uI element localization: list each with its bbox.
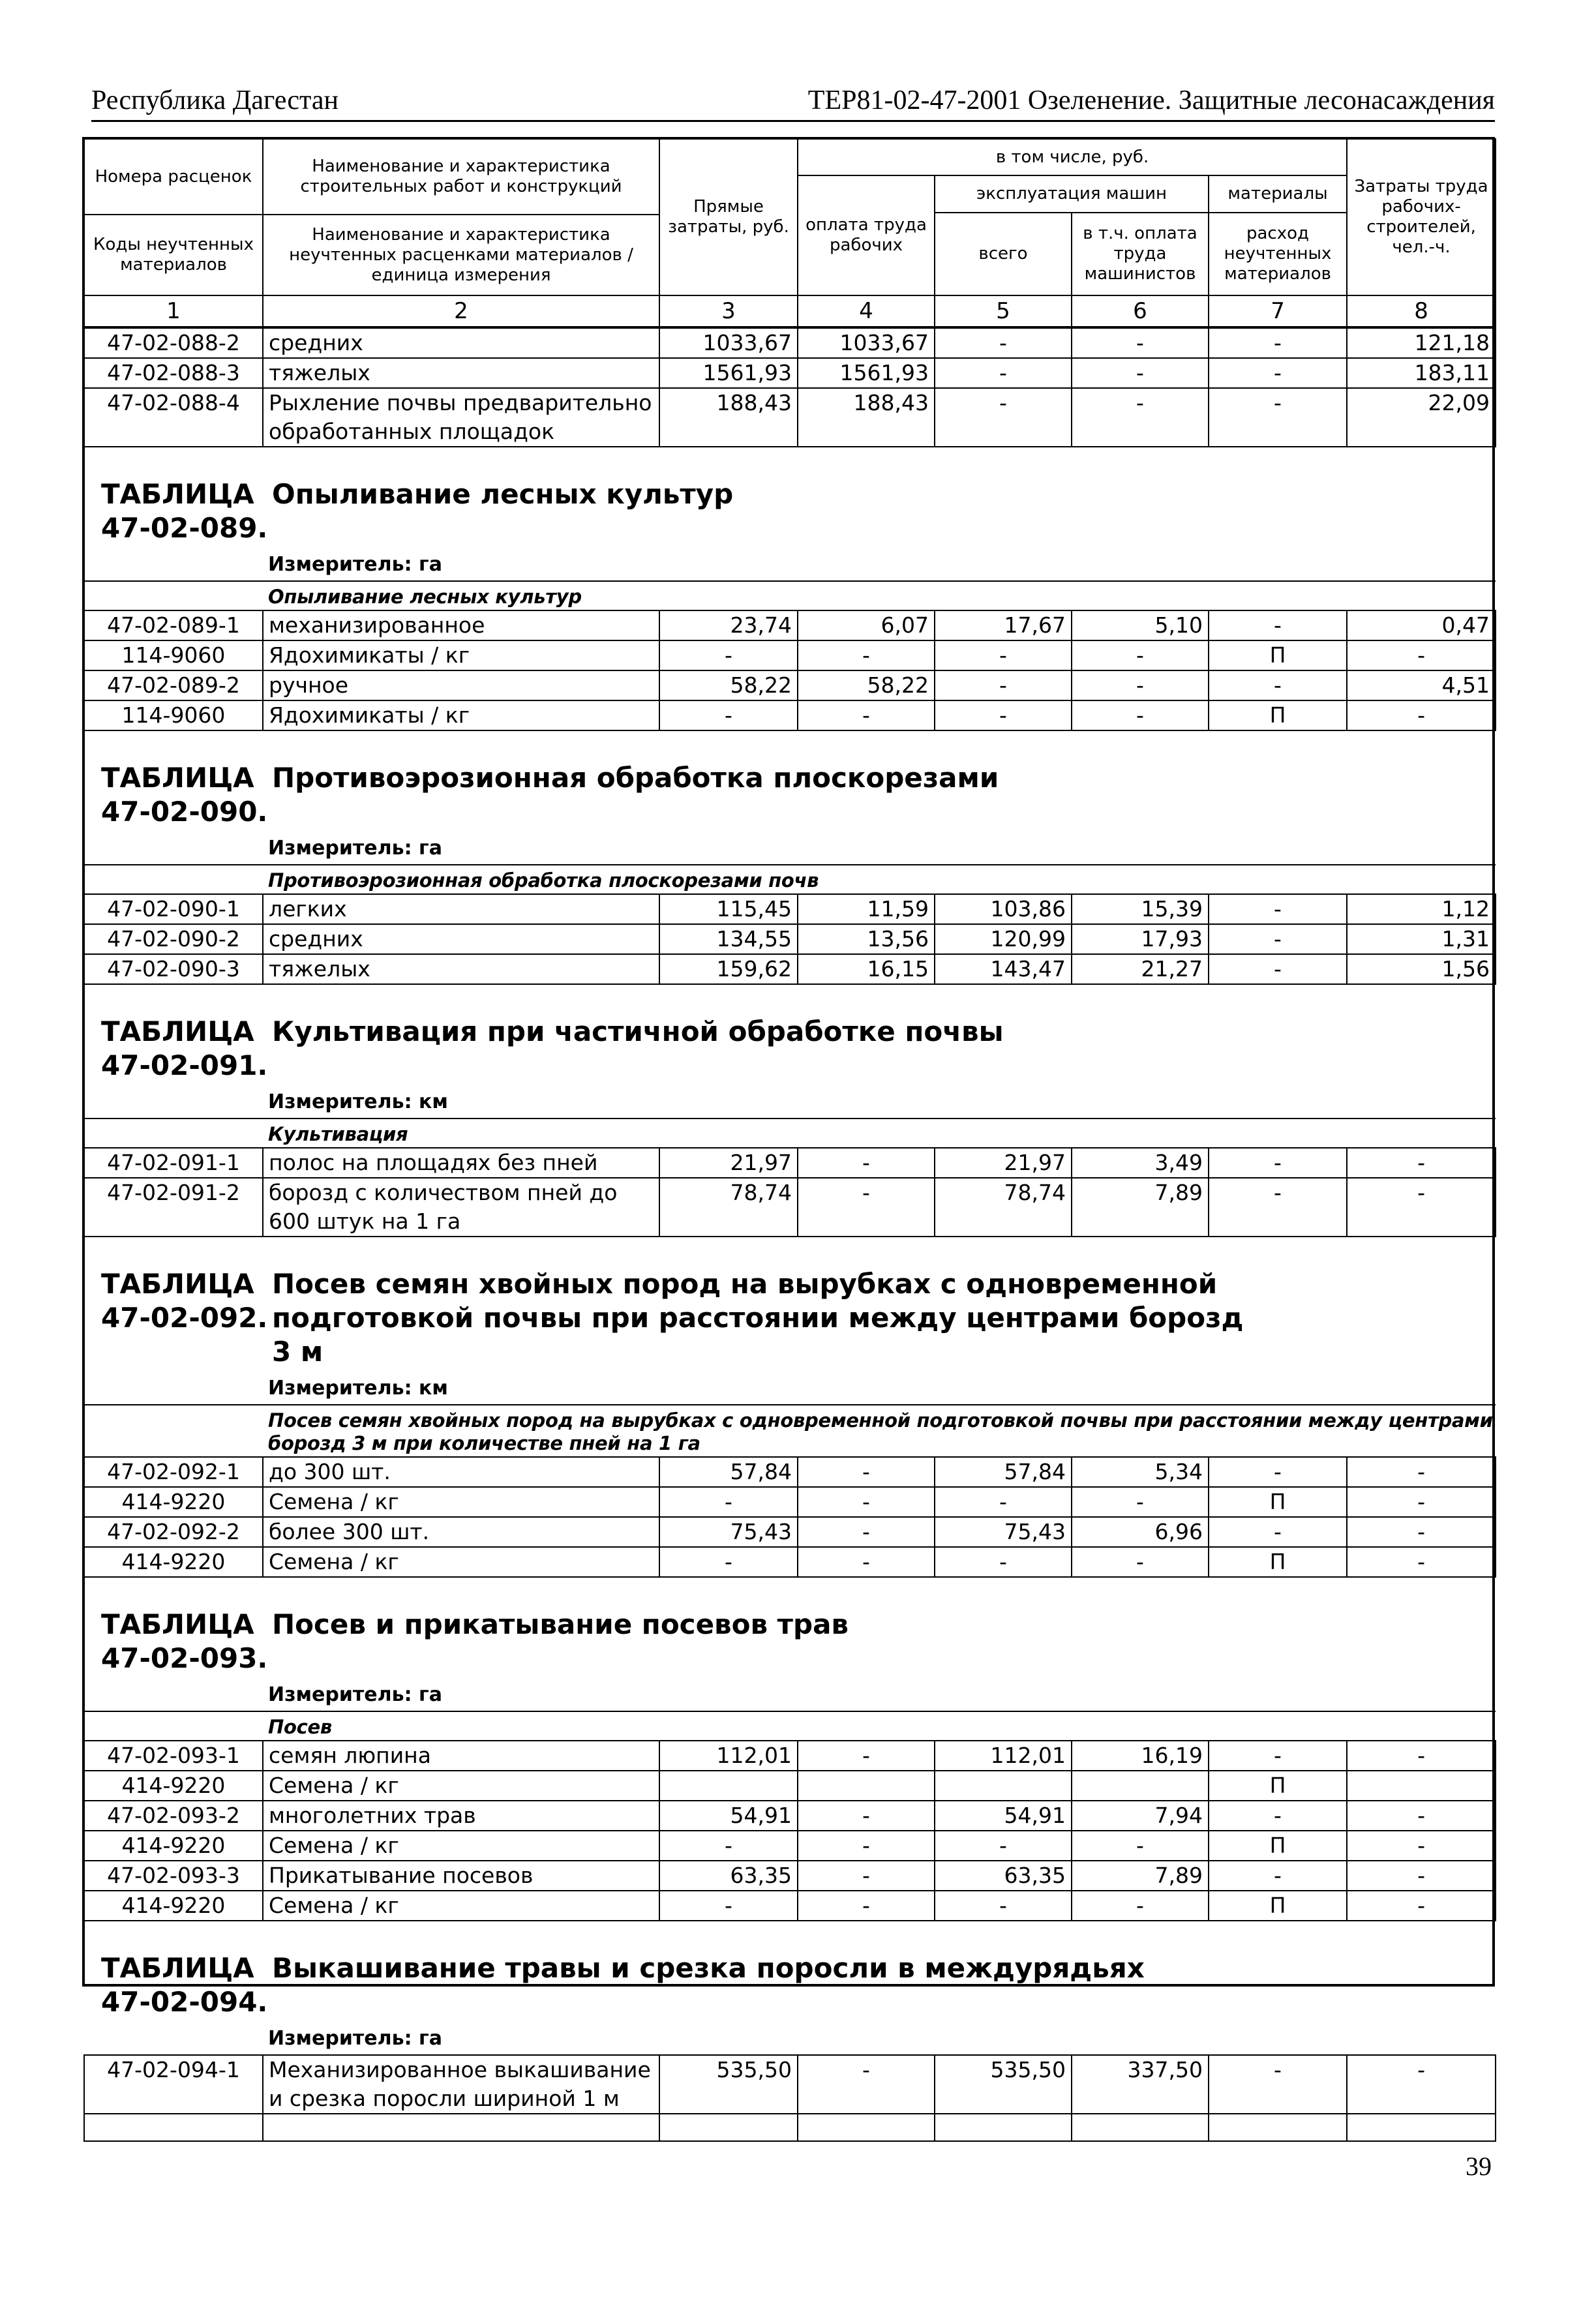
value-c3: 54,91 xyxy=(659,1801,798,1831)
value-c3: - xyxy=(659,1547,798,1577)
rate-code: 114-9060 xyxy=(84,700,263,730)
table-row xyxy=(84,2055,1496,2114)
value-c6: - xyxy=(1072,670,1209,700)
value-c4: - xyxy=(798,1517,935,1547)
value-c3: 63,35 xyxy=(659,1861,798,1891)
table-title-text: Посев и прикатывание посевов трав xyxy=(272,1608,849,1640)
rate-code: 414-9220 xyxy=(84,1771,263,1801)
value-c3: 23,74 xyxy=(659,610,798,640)
header-document-title: ТЕР81-02-47-2001 Озеленение. Защитные лесонасаждения xyxy=(807,85,1495,115)
value-c4: 16,15 xyxy=(798,954,935,984)
value-c5 xyxy=(935,1771,1072,1801)
value-c8: - xyxy=(1347,1547,1496,1577)
value-c7: П xyxy=(1209,1771,1347,1801)
value-c4: 1561,93 xyxy=(798,358,935,388)
rate-code: 114-9060 xyxy=(84,640,263,670)
table-row xyxy=(84,894,1496,924)
value-c7: П xyxy=(1209,700,1347,730)
value-c3: 115,45 xyxy=(659,894,798,924)
rate-code: 47-02-094-1 xyxy=(84,2055,263,2114)
value-c6: 7,94 xyxy=(1072,1801,1209,1831)
value-c4: - xyxy=(798,700,935,730)
rate-code: 414-9220 xyxy=(84,1487,263,1517)
rate-name: Семена / кг xyxy=(263,1487,659,1517)
measure-unit: Измеритель: га xyxy=(84,545,1496,581)
value-c6: - xyxy=(1072,1487,1209,1517)
rate-name: Рыхление почвы предварительно обработанных площадок xyxy=(263,388,659,447)
rate-code: 47-02-090-3 xyxy=(84,954,263,984)
col-workers-labor: Затраты труда рабочих-строителей, чел.-ч. xyxy=(1347,139,1496,295)
table-row xyxy=(84,924,1496,954)
rate-name: Ядохимикаты / кг xyxy=(263,640,659,670)
table-label: ТАБЛИЦА 47-02-090. xyxy=(101,762,268,828)
measure-unit: Измеритель: км xyxy=(84,1083,1496,1118)
value-c4: - xyxy=(798,1178,935,1237)
rate-name: более 300 шт. xyxy=(263,1517,659,1547)
measure-unit: Измеритель: км xyxy=(84,1369,1496,1405)
value-c5: - xyxy=(935,327,1072,358)
value-c4: - xyxy=(798,640,935,670)
value-c3: 58,22 xyxy=(659,670,798,700)
value-c5: - xyxy=(935,1487,1072,1517)
table-title-text: Противоэрозионная обработка плоскорезами xyxy=(272,762,999,794)
value-c6: - xyxy=(1072,388,1209,447)
value-c3: 1561,93 xyxy=(659,358,798,388)
rate-code: 47-02-089-2 xyxy=(84,670,263,700)
rate-name: механизированное xyxy=(263,610,659,640)
section-heading xyxy=(84,581,1496,610)
table-title xyxy=(84,1593,1496,1675)
value-c7: - xyxy=(1209,610,1347,640)
rate-code: 47-02-088-4 xyxy=(84,388,263,447)
value-c7: - xyxy=(1209,924,1347,954)
value-c8: 22,09 xyxy=(1347,388,1496,447)
table-label: ТАБЛИЦА 47-02-094. xyxy=(101,1952,268,2018)
value-c8: - xyxy=(1347,1741,1496,1771)
value-c4: - xyxy=(798,1457,935,1487)
value-c8: - xyxy=(1347,1457,1496,1487)
value-c5: 17,67 xyxy=(935,610,1072,640)
table-row xyxy=(84,327,1496,358)
rate-code: 414-9220 xyxy=(84,1547,263,1577)
value-c7: П xyxy=(1209,1487,1347,1517)
value-c6: - xyxy=(1072,327,1209,358)
value-c4: - xyxy=(798,2055,935,2114)
value-c6: 3,49 xyxy=(1072,1148,1209,1178)
value-c4: - xyxy=(798,1801,935,1831)
value-c3: 78,74 xyxy=(659,1178,798,1237)
table-row xyxy=(84,1148,1496,1178)
table-row xyxy=(84,670,1496,700)
value-c3: 1033,67 xyxy=(659,327,798,358)
value-c8: 121,18 xyxy=(1347,327,1496,358)
value-c3: 134,55 xyxy=(659,924,798,954)
value-c8: 1,56 xyxy=(1347,954,1496,984)
value-c3: 21,97 xyxy=(659,1148,798,1178)
col-machines: эксплуатация машин xyxy=(935,175,1209,213)
value-c3: - xyxy=(659,640,798,670)
value-c7: - xyxy=(1209,1148,1347,1178)
value-c8: 1,31 xyxy=(1347,924,1496,954)
value-c8: - xyxy=(1347,1487,1496,1517)
rate-code: 47-02-090-2 xyxy=(84,924,263,954)
table-row xyxy=(84,1801,1496,1831)
section-heading-text: Посев xyxy=(268,1716,332,1738)
value-c6: 17,93 xyxy=(1072,924,1209,954)
table-row xyxy=(84,1487,1496,1517)
col-materials: материалы xyxy=(1209,175,1347,213)
value-c7: - xyxy=(1209,670,1347,700)
table-row xyxy=(84,1771,1496,1801)
value-c5: 75,43 xyxy=(935,1517,1072,1547)
col-materials-unaccounted: расход неучтенных материалов xyxy=(1209,213,1347,296)
col-machines-total: всего xyxy=(935,213,1072,296)
rate-name: до 300 шт. xyxy=(263,1457,659,1487)
value-c7: - xyxy=(1209,327,1347,358)
table-title-text: Культивация при частичной обработке почвы xyxy=(272,1015,1004,1047)
value-c6: 15,39 xyxy=(1072,894,1209,924)
value-c7: - xyxy=(1209,1741,1347,1771)
value-c5: 78,74 xyxy=(935,1178,1072,1237)
value-c5: 103,86 xyxy=(935,894,1072,924)
measure-unit: Измеритель: га xyxy=(84,829,1496,865)
value-c3: 112,01 xyxy=(659,1741,798,1771)
value-c8: - xyxy=(1347,1861,1496,1891)
value-c7: - xyxy=(1209,1801,1347,1831)
value-c3: - xyxy=(659,700,798,730)
value-c4: - xyxy=(798,1148,935,1178)
value-c7: П xyxy=(1209,640,1347,670)
value-c3: - xyxy=(659,1831,798,1861)
rate-name: средних xyxy=(263,924,659,954)
col-rates-name: Наименование и характеристика строительных работ и конструкций xyxy=(263,139,659,214)
value-c8: - xyxy=(1347,700,1496,730)
rate-name: полос на площадях без пней xyxy=(263,1148,659,1178)
column-numbers-row: 1 2 3 4 5 6 7 8 xyxy=(84,295,1496,327)
table-row xyxy=(84,1457,1496,1487)
value-c6: 5,34 xyxy=(1072,1457,1209,1487)
value-c5: - xyxy=(935,388,1072,447)
value-c6: 21,27 xyxy=(1072,954,1209,984)
rate-name: семян люпина xyxy=(263,1741,659,1771)
table-title-text: Опыливание лесных культур xyxy=(272,478,734,510)
value-c7: - xyxy=(1209,954,1347,984)
value-c4: 11,59 xyxy=(798,894,935,924)
table-title-text: Выкашивание травы и срезка поросли в междурядьях xyxy=(272,1952,1145,1984)
rate-name: легких xyxy=(263,894,659,924)
value-c7: П xyxy=(1209,1547,1347,1577)
value-c8: - xyxy=(1347,1148,1496,1178)
value-c3: - xyxy=(659,1487,798,1517)
rate-name: тяжелых xyxy=(263,954,659,984)
page-number: 39 xyxy=(1466,2152,1492,2181)
value-c7: - xyxy=(1209,1178,1347,1237)
col-direct-costs: Прямые затраты, руб. xyxy=(659,139,798,295)
value-c8: - xyxy=(1347,1831,1496,1861)
value-c8: - xyxy=(1347,1178,1496,1237)
rate-code: 47-02-088-2 xyxy=(84,327,263,358)
value-c7: - xyxy=(1209,1457,1347,1487)
value-c5: - xyxy=(935,640,1072,670)
rate-code: 47-02-093-3 xyxy=(84,1861,263,1891)
value-c6: - xyxy=(1072,640,1209,670)
value-c5: 21,97 xyxy=(935,1148,1072,1178)
section-heading-text: Опыливание лесных культур xyxy=(268,586,582,608)
rate-name: тяжелых xyxy=(263,358,659,388)
header-row-1 xyxy=(84,139,1496,175)
value-c3: 159,62 xyxy=(659,954,798,984)
rate-name: средних xyxy=(263,327,659,358)
value-c8: - xyxy=(1347,2055,1496,2114)
table-title xyxy=(84,1937,1496,2019)
rate-code: 47-02-089-1 xyxy=(84,610,263,640)
value-c6 xyxy=(1072,1771,1209,1801)
section-heading-text: Культивация xyxy=(268,1123,408,1145)
value-c4: - xyxy=(798,1861,935,1891)
value-c6: - xyxy=(1072,1891,1209,1921)
value-c6: - xyxy=(1072,358,1209,388)
value-c8: - xyxy=(1347,1891,1496,1921)
value-c5: 120,99 xyxy=(935,924,1072,954)
value-c8: - xyxy=(1347,640,1496,670)
value-c7: - xyxy=(1209,894,1347,924)
value-c6: 7,89 xyxy=(1072,1178,1209,1237)
value-c8: 183,11 xyxy=(1347,358,1496,388)
table-row xyxy=(84,1178,1496,1237)
rates-table xyxy=(83,138,1496,2142)
value-c6: 6,96 xyxy=(1072,1517,1209,1547)
value-c3 xyxy=(659,1771,798,1801)
rate-code: 47-02-091-1 xyxy=(84,1148,263,1178)
table-row xyxy=(84,1831,1496,1861)
value-c8 xyxy=(1347,1771,1496,1801)
rate-name: Прикатывание посевов xyxy=(263,1861,659,1891)
table-row xyxy=(84,640,1496,670)
table-row xyxy=(84,1861,1496,1891)
header-region: Республика Дагестан xyxy=(91,85,339,115)
value-c4: 58,22 xyxy=(798,670,935,700)
section-heading xyxy=(84,1118,1496,1148)
value-c8: 1,12 xyxy=(1347,894,1496,924)
rate-code: 47-02-091-2 xyxy=(84,1178,263,1237)
value-c5: - xyxy=(935,1547,1072,1577)
rate-name: Ядохимикаты / кг xyxy=(263,700,659,730)
value-c5: 535,50 xyxy=(935,2055,1072,2114)
value-c6: - xyxy=(1072,1547,1209,1577)
value-c8: 4,51 xyxy=(1347,670,1496,700)
table-label: ТАБЛИЦА 47-02-089. xyxy=(101,478,268,544)
table-row xyxy=(84,1741,1496,1771)
rate-code: 47-02-090-1 xyxy=(84,894,263,924)
rate-code: 47-02-093-2 xyxy=(84,1801,263,1831)
table-label: ТАБЛИЦА 47-02-091. xyxy=(101,1015,268,1081)
value-c3: 188,43 xyxy=(659,388,798,447)
value-c6: 5,10 xyxy=(1072,610,1209,640)
table-row xyxy=(84,1517,1496,1547)
value-c7: - xyxy=(1209,1517,1347,1547)
value-c5: 63,35 xyxy=(935,1861,1072,1891)
table-row xyxy=(84,1891,1496,1921)
section-heading xyxy=(84,1405,1496,1457)
col-rates-numbers: Номера расценок xyxy=(84,139,263,214)
value-c8: 0,47 xyxy=(1347,610,1496,640)
rates-sheet xyxy=(83,138,1495,2142)
rate-code: 414-9220 xyxy=(84,1891,263,1921)
value-c7: - xyxy=(1209,388,1347,447)
rate-code: 414-9220 xyxy=(84,1831,263,1861)
rate-code: 47-02-088-3 xyxy=(84,358,263,388)
value-c5: 54,91 xyxy=(935,1801,1072,1831)
value-c4: - xyxy=(798,1547,935,1577)
value-c4: - xyxy=(798,1891,935,1921)
rate-name: Семена / кг xyxy=(263,1547,659,1577)
table-row xyxy=(84,388,1496,447)
value-c4: 6,07 xyxy=(798,610,935,640)
page-header xyxy=(91,86,1495,122)
col-material-codes: Коды неучтенных материалов xyxy=(84,215,263,295)
value-c7: - xyxy=(1209,1861,1347,1891)
rate-code: 47-02-092-1 xyxy=(84,1457,263,1487)
value-c7: - xyxy=(1209,358,1347,388)
value-c3: 57,84 xyxy=(659,1457,798,1487)
value-c4: 188,43 xyxy=(798,388,935,447)
value-c7: П xyxy=(1209,1891,1347,1921)
table-title xyxy=(84,1253,1496,1369)
table-title xyxy=(84,463,1496,545)
rate-name: Механизированное выкашивание и срезка поросли шириной 1 м xyxy=(263,2055,659,2114)
col-materials-name: Наименование и характеристика неучтенных расценками материалов / единица измерения xyxy=(263,215,659,295)
table-title xyxy=(84,747,1496,829)
value-c4: 1033,67 xyxy=(798,327,935,358)
table-row xyxy=(84,610,1496,640)
value-c4: - xyxy=(798,1487,935,1517)
col-machinists-pay: в т.ч. оплата труда машинистов xyxy=(1072,213,1209,296)
table-row xyxy=(84,1547,1496,1577)
value-c4 xyxy=(798,1771,935,1801)
value-c4: 13,56 xyxy=(798,924,935,954)
table-row xyxy=(84,954,1496,984)
value-c3: 75,43 xyxy=(659,1517,798,1547)
value-c8: - xyxy=(1347,1517,1496,1547)
rate-name: многолетних трав xyxy=(263,1801,659,1831)
section-heading xyxy=(84,865,1496,894)
value-c5: - xyxy=(935,700,1072,730)
section-heading xyxy=(84,1711,1496,1741)
value-c4: - xyxy=(798,1831,935,1861)
table-title-text: Посев семян хвойных пород на вырубках с одновременной подготовкой почвы при расстоянии между центрами борозд 3 м xyxy=(272,1268,1244,1368)
value-c4: - xyxy=(798,1741,935,1771)
value-c6: 16,19 xyxy=(1072,1741,1209,1771)
value-c5: - xyxy=(935,1831,1072,1861)
value-c5: 143,47 xyxy=(935,954,1072,984)
col-labor-pay: оплата труда рабочих xyxy=(798,175,935,295)
value-c6: - xyxy=(1072,700,1209,730)
rate-name: Семена / кг xyxy=(263,1831,659,1861)
section-heading-text: Посев семян хвойных пород на вырубках с одновременной подготовкой почвы при расстоянии между центрами борозд 3 м при количестве пней на 1 га xyxy=(268,1409,1493,1454)
value-c5: - xyxy=(935,358,1072,388)
table-title xyxy=(84,1000,1496,1083)
value-c5: - xyxy=(935,670,1072,700)
value-c3: - xyxy=(659,1891,798,1921)
value-c6: - xyxy=(1072,1831,1209,1861)
measure-unit: Измеритель: га xyxy=(84,2019,1496,2055)
rate-name: ручное xyxy=(263,670,659,700)
value-c7: П xyxy=(1209,1831,1347,1861)
table-row xyxy=(84,700,1496,730)
table-row xyxy=(84,358,1496,388)
value-c7: - xyxy=(1209,2055,1347,2114)
measure-unit: Измеритель: га xyxy=(84,1675,1496,1711)
table-label: ТАБЛИЦА 47-02-092. xyxy=(101,1268,268,1334)
value-c6: 7,89 xyxy=(1072,1861,1209,1891)
rate-code: 47-02-093-1 xyxy=(84,1741,263,1771)
value-c5: 112,01 xyxy=(935,1741,1072,1771)
rate-name: Семена / кг xyxy=(263,1771,659,1801)
value-c6: 337,50 xyxy=(1072,2055,1209,2114)
rate-name: Семена / кг xyxy=(263,1891,659,1921)
value-c8: - xyxy=(1347,1801,1496,1831)
value-c3: 535,50 xyxy=(659,2055,798,2114)
rate-code: 47-02-092-2 xyxy=(84,1517,263,1547)
col-including: в том числе, руб. xyxy=(798,139,1347,175)
section-heading-text: Противоэрозионная обработка плоскорезами почв xyxy=(268,869,819,892)
table-label: ТАБЛИЦА 47-02-093. xyxy=(101,1608,268,1674)
rate-name: борозд с количеством пней до 600 штук на 1 га xyxy=(263,1178,659,1237)
value-c5: 57,84 xyxy=(935,1457,1072,1487)
value-c5: - xyxy=(935,1891,1072,1921)
